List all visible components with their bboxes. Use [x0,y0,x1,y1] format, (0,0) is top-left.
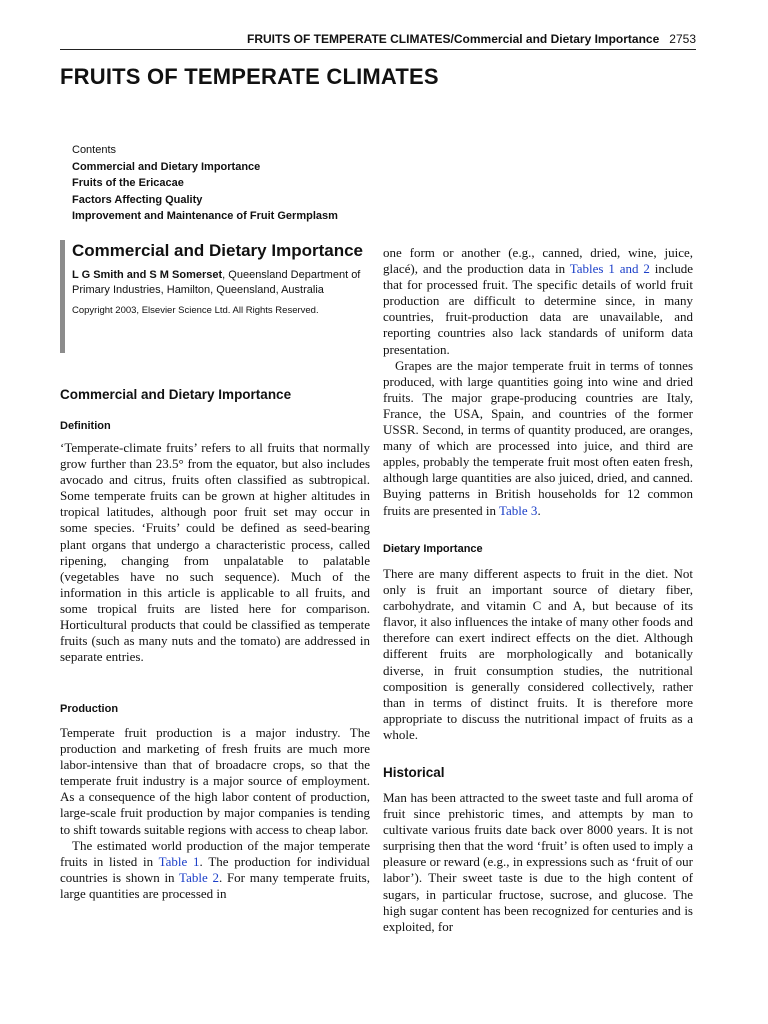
dietary-paragraph [383,566,693,743]
page-number: 2753 [669,32,696,46]
production-paragraphs [60,725,370,902]
text-run: The estimated world production of the major temperate fruits in listed in [60,837,370,869]
historical-paragraph [383,790,693,935]
contents-item[interactable]: Improvement and Maintenance of Fruit Germplasm [72,210,338,222]
article-title: Commercial and Dietary Importance [72,241,363,260]
production-text-4 [383,358,693,519]
definition-paragraph [60,440,370,665]
text-run: include that for processed fruit. The specific details of world fruit production are difficult to determine since, in many countries, fruit-production data are unavailable, and reporting countries also lack standards of uniform data presentation. [383,261,694,357]
text-run: . For many temperate fruits, large quantities are processed in [60,869,370,901]
production-text-2 [60,838,370,902]
subheading-production: Production [60,703,119,715]
main-title: FRUITS OF TEMPERATE CLIMATES [60,64,439,89]
authors: L G Smith and S M Somerset [72,269,223,281]
text-run: . The production for individual countries is shown in [60,853,370,885]
article-info-box [60,240,370,353]
production-text-1: Temperate fruit production is a major industry. The production and marketing of fresh fruits are much more labor-intensive than that of broadacre crops, so that the temperate fruit industry is a major source of employment. As a consequence of the high labor content of production, large-scale fruit production by major companies is tending to shift towards suitable regions with access to cheap labor. [60,725,370,837]
contents-item[interactable]: Fruits of the Ericacae [72,177,184,189]
copyright: Copyright 2003, Elsevier Science Ltd. All Rights Reserved. [72,305,319,316]
historical-text: Man has been attracted to the sweet taste and full aroma of fruit since prehistoric times, and attempts by man to cultivate various fruits date back over 8000 years. It is not surprising then that the word ‘fruit’ is often used to imply a pleasure or reward (e.g., in expressions such as ‘fruit of our labor’). Their sweet taste is due to the high content of sugars, in particular fructose, sucrose, and glucose. The high sugar content has been recognized for centuries and is exploited, for [383,790,693,934]
table-3-link[interactable]: Table 3 [499,502,538,518]
table-2-link[interactable]: Table 2 [179,869,219,885]
running-header [60,30,696,50]
text-run: one form or another (e.g., canned, dried, wine, juice, glacé), and the production data in [383,245,693,277]
table-1-link[interactable]: Table 1 [158,853,200,869]
text-run: . [537,502,541,518]
production-continued [383,245,693,519]
section-heading-historical: Historical [383,765,445,780]
subheading-dietary: Dietary Importance [383,543,483,555]
subheading-definition: Definition [60,420,111,432]
running-title: FRUITS OF TEMPERATE CLIMATES/Commercial and Dietary Importance [247,32,660,46]
author-affiliation [72,268,370,298]
contents-item[interactable]: Factors Affecting Quality [72,193,203,206]
contents-heading: Contents [72,144,117,156]
tables-1-2-link[interactable]: Tables 1 and 2 [569,261,650,277]
section-heading-commercial: Commercial and Dietary Importance [60,387,292,402]
affiliation: , Queensland Department of Primary Industries, Hamilton, Queensland, Australia [72,269,361,296]
contents-item[interactable]: Commercial and Dietary Importance [72,160,261,173]
dietary-text: There are many different aspects to fruit in the diet. Not only is fruit an important source of dietary fiber, carbohydrate, and vitamin C and A, but because of its flavor, it also influences the intake of many other foods and therefore can exert indirect effects on the diet. Although different fruits are morphologically and botanically diverse, in fruit consumption studies, the nutritional composition is generally considered collectively, rather than in terms of distinct fruits. It is therefore more appropriate to discuss the nutritional impact of fruits as a whole. [383,566,693,742]
production-text-3 [383,245,693,358]
definition-text: ‘Temperate-climate fruits’ refers to all fruits that normally grow further than 23.5° from the equator, but also includes avocado and citrus, fruits often classified as subtropical. Some temperate fruits can be grown at higher altitudes in tropical latitudes, although poor fruit set may occur in some species. ‘Fruits’ could be defined as seed-bearing plant organs that undergo a characteristic process, called ripening, changing from unpalatable to palatable (vegetables have no such sequence). Much of the information in this article is applicable to all fruits, and some tropical fruits are listed here for comparison. Horticultural products that could be classified as temperate fruits (such as many nuts and the tomato) are addressed in separate entries. [60,440,370,665]
contents-list [72,142,338,225]
text-run: Grapes are the major temperate fruit in terms of tonnes produced, with large quantities going into wine and dried fruits. The major grape-producing countries are Italy, France, the USA, Spain, and countries of the former USSR. Second, in terms of quantity produced, are oranges, many of which are processed into juice, and third are apples, probably the temperate fruit most often eaten fresh, although large quantities are also juiced, dried, and canned. Buying patterns in British households for 12 common fruits are presented in [383,357,693,518]
